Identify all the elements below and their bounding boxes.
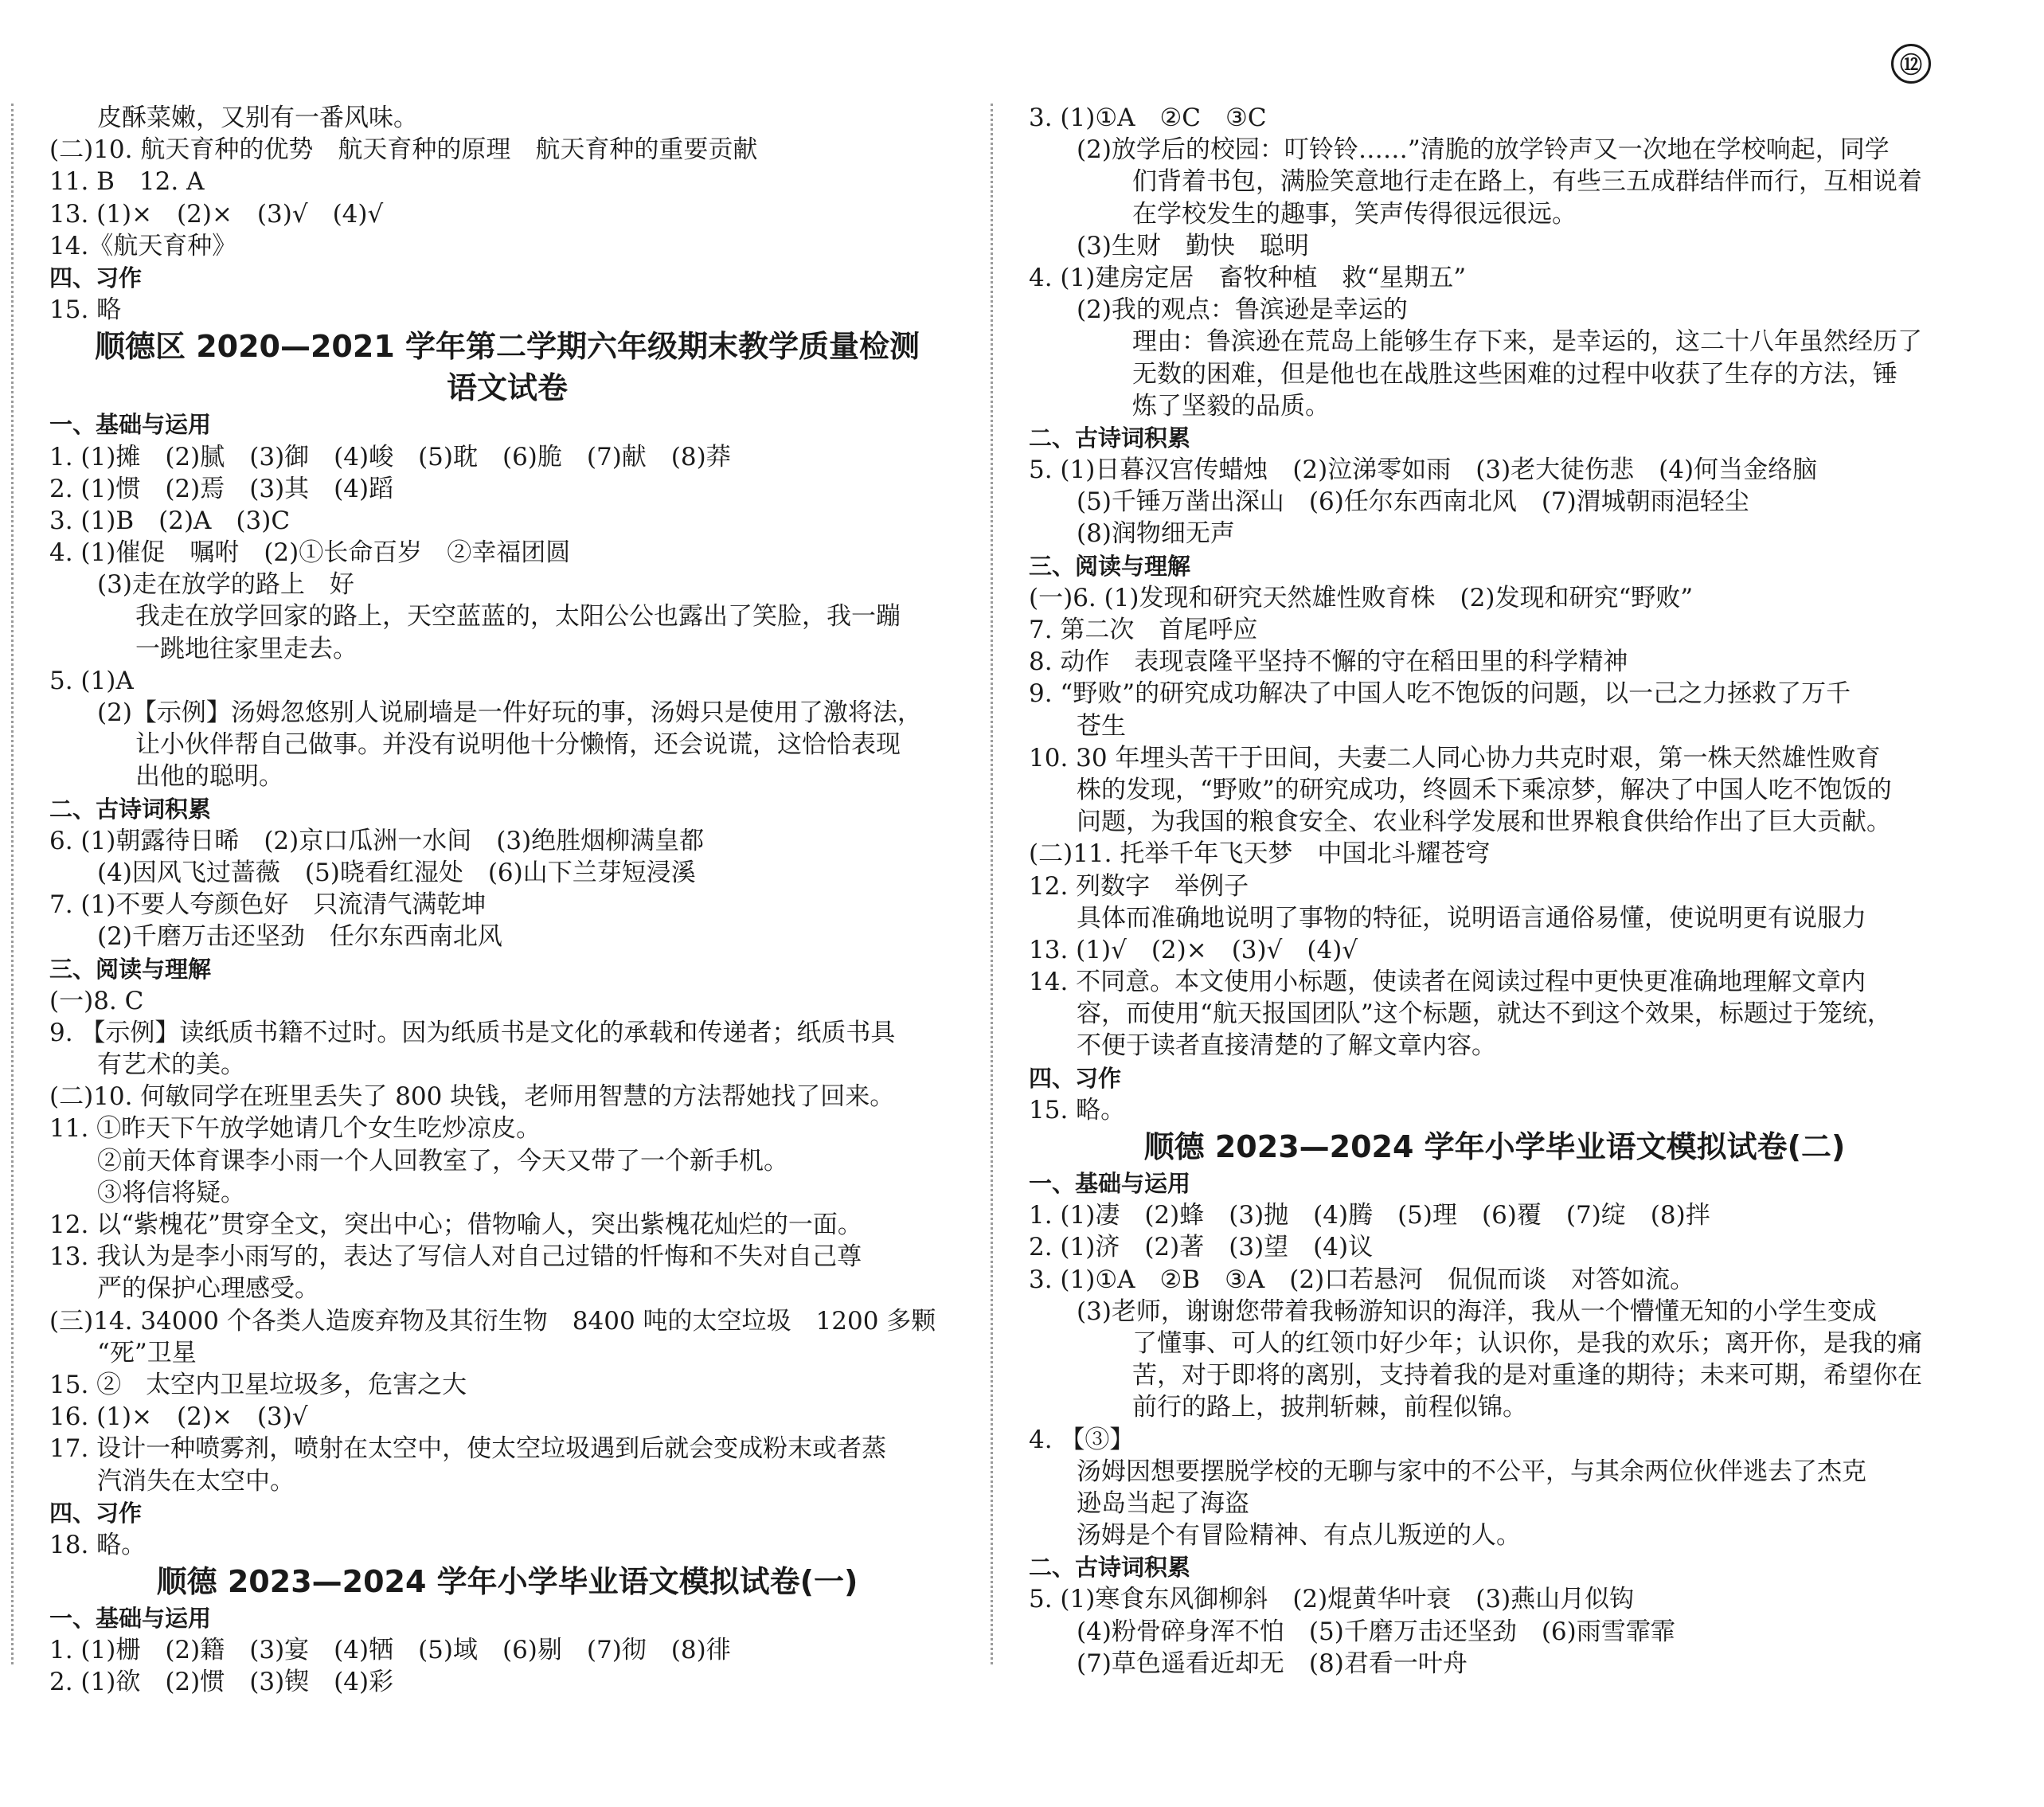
answer-line: (2)千磨万击还坚劲 任尔东西南北风	[97, 922, 502, 952]
answer-line: 7. 第二次 首尾呼应	[1029, 616, 1258, 644]
answer-line: 11. B 12. A	[49, 167, 205, 197]
answer-line: 5. (1)寒食东风御柳斜 (2)焜黄华叶衰 (3)燕山月似钩	[1029, 1585, 1635, 1614]
answer-line: 3. (1)①A ②B ③A (2)口若悬河 侃侃而谈 对答如流。	[1029, 1265, 1695, 1294]
answer-line: 有艺术的美。	[97, 1050, 245, 1080]
answer-line: 14.《航天育种》	[49, 231, 237, 260]
answer-line: “死”卫星	[97, 1338, 197, 1367]
answer-line: 2. (1)欲 (2)惯 (3)锲 (4)彩	[49, 1668, 394, 1697]
answer-line: 一跳地往家里走去。	[135, 634, 358, 663]
answer-line: 7. (1)不要人夸颜色好 只流清气满乾坤	[49, 890, 487, 920]
answer-line: 不便于读者直接清楚的了解文章内容。	[1077, 1031, 1496, 1061]
answer-line: 严的保护心理感受。	[97, 1274, 319, 1304]
answer-line: 4. 【③】	[1029, 1425, 1135, 1454]
answer-line: 1. (1)摊 (2)腻 (3)御 (4)峻 (5)耽 (6)脆 (7)献 (8)莽	[49, 442, 731, 471]
section-heading: 一、基础与运用	[1029, 1170, 1191, 1197]
answer-line: 逊岛当起了海盗	[1077, 1488, 1249, 1518]
answer-line: 无数的困难，但是他也在战胜这些困难的过程中收获了生存的方法，锤	[1132, 359, 1897, 389]
answer-line: 理由：鲁滨逊在荒岛上能够生存下来，是幸运的，这二十八年虽然经历了	[1132, 327, 1922, 357]
answer-line: 们背着书包，满脸笑意地行走在路上，有些三五成群结伴而行，互相说着	[1132, 167, 1922, 197]
answer-line: 汤姆因想要摆脱学校的无聊与家中的不公平，与其余两位伙伴逃去了杰克	[1077, 1457, 1866, 1486]
answer-line: 让小伙伴帮自己做事。并没有说明他十分懒惰，还会说谎，这恰恰表现	[135, 730, 901, 760]
answer-line: 14. 不同意。本文使用小标题，使读者在阅读过程中更快更准确地理解文章内	[1029, 968, 1866, 997]
answer-line: 容，而使用“航天报国团队”这个标题，就达不到这个效果，标题过于笼统，	[1077, 999, 1892, 1029]
answer-line: 11. ①昨天下午放学她请几个女生吃炒凉皮。	[49, 1114, 541, 1144]
left-column	[49, 102, 965, 1699]
answer-line: 3. (1)①A ②C ③C	[1029, 104, 1267, 132]
answer-line: 12. 以“紫槐花”贯穿全文，突出中心；借物喻人，突出紫槐花灿烂的一面。	[49, 1211, 862, 1239]
answer-line: 6. (1)朝露待日晞 (2)京口瓜洲一水间 (3)绝胜烟柳满皇都	[49, 826, 705, 855]
answer-line: 具体而准确地说明了事物的特征，说明语言通俗易懂，使说明更有说服力	[1077, 903, 1866, 933]
answer-line: 13. (1)√ (2)× (3)√ (4)√	[1029, 935, 1358, 964]
answer-line: 4. (1)催促 嘱咐 (2)①长命百岁 ②幸福团圆	[49, 538, 571, 568]
answer-line: ③将信将疑。	[97, 1178, 245, 1207]
section-title: 顺德 2023—2024 学年小学毕业语文模拟试卷(二)	[1143, 1129, 1846, 1164]
answer-line: (2)我的观点：鲁滨逊是幸运的	[1077, 295, 1408, 325]
answer-line: 出他的聪明。	[135, 762, 283, 792]
answer-line: 9. 【示例】读纸质书籍不过时。因为纸质书是文化的承载和传递者；纸质书具	[49, 1018, 896, 1047]
answer-line: 汽消失在太空中。	[97, 1466, 295, 1496]
answer-line: 15. 略	[49, 295, 122, 325]
answer-line: 了懂事、可人的红领巾好少年；认识你，是我的欢乐；离开你，是我的痛	[1132, 1328, 1922, 1358]
section-heading: 一、基础与运用	[49, 411, 212, 439]
answer-line: 15. ② 太空内卫星垃圾多，危害之大	[49, 1370, 467, 1399]
answer-line: 我走在放学回家的路上，天空蓝蓝的，太阳公公也露出了笑脸，我一蹦	[135, 602, 901, 632]
answer-line: 苍生	[1077, 711, 1126, 741]
answer-line: (一)6. (1)发现和研究天然雄性败育株 (2)发现和研究“野败”	[1029, 583, 1694, 612]
answer-line: 12. 列数字 举例子	[1029, 871, 1249, 901]
answer-line: 13. (1)× (2)× (3)√ (4)√	[49, 199, 384, 229]
answer-line: 汤姆是个有冒险精神、有点儿叛逆的人。	[1077, 1521, 1521, 1551]
section-heading: 四、习作	[49, 1499, 143, 1527]
answer-line: 1. (1)凄 (2)蜂 (3)抛 (4)腾 (5)理 (6)覆 (7)绽 (8)拌	[1029, 1201, 1710, 1230]
answer-line: (2)放学后的校园：叮铃铃……”清脆的放学铃声又一次地在学校响起，同学	[1077, 135, 1890, 165]
answer-line: (8)润物细无声	[1077, 519, 1235, 549]
answer-line: 1. (1)栅 (2)籍 (3)宴 (4)牺 (5)域 (6)剔 (7)彻 (8)徘	[49, 1636, 731, 1665]
section-title: 顺德区 2020—2021 学年第二学期六年级期末教学质量检测	[95, 329, 920, 365]
answer-line: 18. 略。	[49, 1530, 147, 1559]
answer-line: 2. (1)惯 (2)焉 (3)其 (4)蹈	[49, 474, 394, 503]
answer-line: 9. “野败”的研究成功解决了中国人吃不饱饭的问题，以一己之力拯救了万千	[1029, 679, 1851, 709]
section-heading: 一、基础与运用	[49, 1605, 212, 1633]
answer-line: 炼了坚毅的品质。	[1132, 391, 1330, 420]
section-heading: 四、习作	[49, 264, 143, 291]
answer-line: (3)老师，谢谢您带着我畅游知识的海洋，我从一个懵懂无知的小学生变成	[1077, 1297, 1877, 1326]
answer-line: 问题，为我国的粮食安全、农业科学发展和世界粮食供给作出了巨大贡献。	[1077, 808, 1891, 837]
section-heading: 二、古诗词积累	[49, 795, 212, 823]
section-heading: 四、习作	[1029, 1064, 1122, 1092]
answer-line: (4)粉骨碎身浑不怕 (5)千磨万击还坚劲 (6)雨雪霏霏	[1077, 1617, 1675, 1646]
answer-line: 3. (1)B (2)A (3)C	[49, 506, 291, 535]
answer-line: ②前天体育课李小雨一个人回教室了，今天又带了一个新手机。	[97, 1146, 788, 1175]
answer-line: (7)草色遥看近却无 (8)君看一叶舟	[1077, 1649, 1468, 1678]
answer-line: (二)10. 航天育种的优势 航天育种的原理 航天育种的重要贡献	[49, 135, 758, 165]
section-heading: 三、阅读与理解	[49, 955, 212, 983]
answer-line: 4. (1)建房定居 畜牧种植 救“星期五”	[1029, 263, 1467, 292]
answer-line: 16. (1)× (2)× (3)√	[49, 1402, 308, 1432]
right-column	[1029, 102, 1960, 1680]
left-margin-guide	[11, 104, 14, 1664]
answer-line: 5. (1)A	[49, 666, 134, 695]
answer-line: (三)14. 34000 个各类人造废弃物及其衍生物 8400 吨的太空垃圾 1200 多颗	[49, 1306, 936, 1336]
answer-line: 前行的路上，披荆斩棘，前程似锦。	[1132, 1393, 1527, 1422]
answer-line: 13. 我认为是李小雨写的，表达了写信人对自己过错的忏悔和不失对自己尊	[49, 1242, 862, 1272]
answer-line: 皮酥菜嫩，又别有一番风味。	[97, 104, 418, 132]
answer-line: 株的发现，“野败”的研究成功，终圆禾下乘凉梦，解决了中国人吃不饱饭的	[1077, 775, 1892, 804]
page-number-badge: ⑫	[1891, 44, 1931, 84]
answer-line: 5. (1)日暮汉宫传蜡烛 (2)泣涕零如雨 (3)老大徒伤悲 (4)何当金络脑	[1029, 456, 1818, 485]
answer-line: 在学校发生的趣事，笑声传得很远很远。	[1132, 199, 1577, 229]
answer-line: 2. (1)济 (2)著 (3)望 (4)议	[1029, 1233, 1374, 1262]
answer-line: 15. 略。	[1029, 1095, 1126, 1124]
answer-line: (二)11. 托举千年飞天梦 中国北斗耀苍穹	[1029, 839, 1491, 869]
section-heading: 三、阅读与理解	[1029, 552, 1191, 580]
answer-line: (一)8. C	[49, 986, 144, 1015]
answer-line: 苦，对于即将的离别，支持着我的是对重逢的期待；未来可期，希望你在	[1132, 1361, 1922, 1390]
section-title: 语文试卷	[446, 370, 568, 406]
answer-line: 10. 30 年埋头苦干于田间，夫妻二人同心协力共克时艰，第一株天然雄性败育	[1029, 743, 1881, 772]
answer-line: 17. 设计一种喷雾剂，喷射在太空中，使太空垃圾遇到后就会变成粉末或者蒸	[49, 1434, 887, 1464]
answer-line: (2)【示例】汤姆忽悠别人说刷墙是一件好玩的事，汤姆只是使用了激将法，	[97, 698, 922, 727]
answer-line: (5)千锤万凿出深山 (6)任尔东西南北风 (7)渭城朝雨浥轻尘	[1077, 487, 1749, 517]
answer-line: (3)走在放学的路上 好	[97, 570, 354, 600]
answer-line: (二)10. 何敏同学在班里丢失了 800 块钱，老师用智慧的方法帮她找了回来。	[49, 1082, 895, 1112]
section-title: 顺德 2023—2024 学年小学毕业语文模拟试卷(一)	[156, 1564, 858, 1600]
column-divider	[991, 104, 993, 1664]
answer-line: (3)生财 勤快 聪明	[1077, 231, 1309, 260]
section-heading: 二、古诗词积累	[1029, 424, 1191, 452]
answer-line: 8. 动作 表现袁隆平坚持不懈的守在稻田里的科学精神	[1029, 647, 1628, 677]
answer-line: (4)因风飞过蔷薇 (5)晓看红湿处 (6)山下兰芽短浸溪	[97, 858, 696, 887]
section-heading: 二、古诗词积累	[1029, 1554, 1191, 1582]
